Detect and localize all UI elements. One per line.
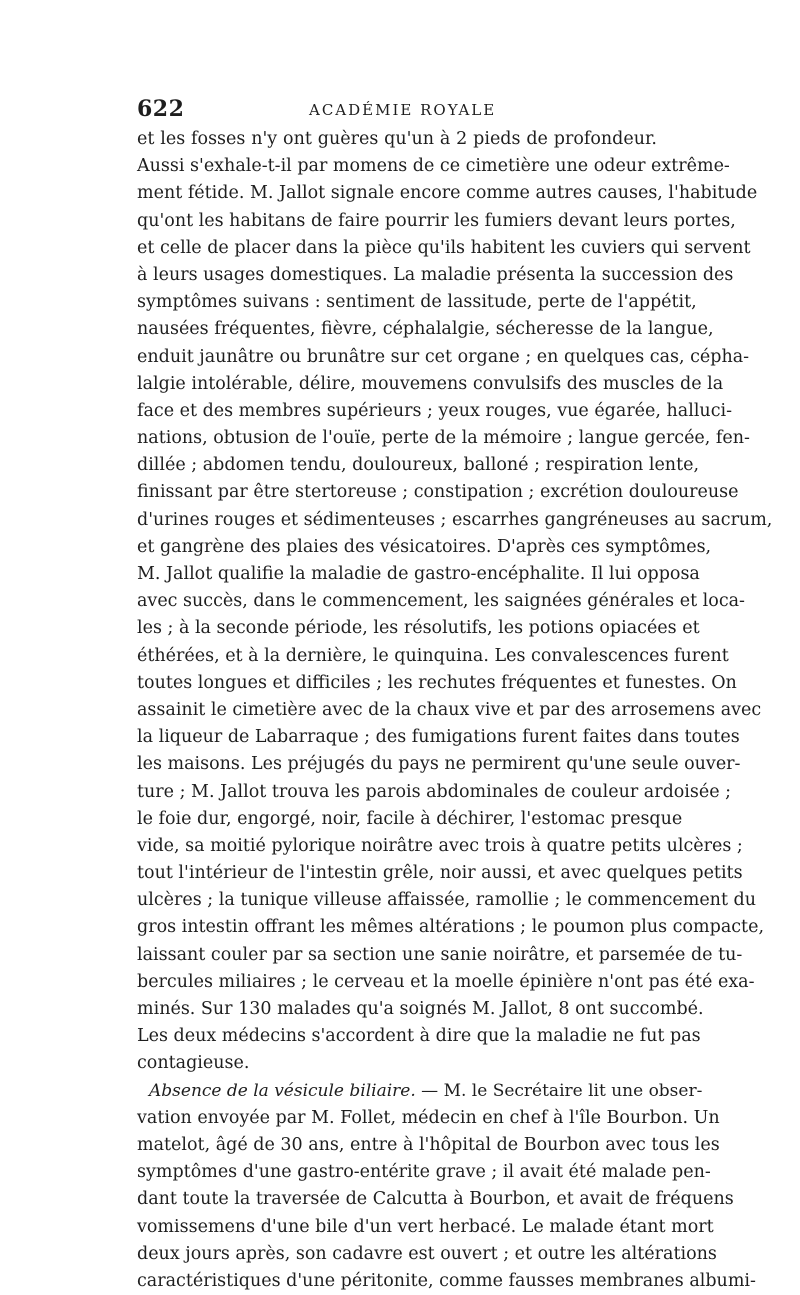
- text-line: ulcères ; la tunique villeuse affaissée, ramollie ; le commencement du: [137, 890, 757, 911]
- text-line: d'urines rouges et sédimenteuses ; escarrhes gangréneuses au sacrum,: [137, 509, 773, 530]
- text-line: nations, obtusion de l'ouïe, perte de la mémoire ; langue gercée, fen-: [137, 428, 750, 449]
- page-header: [137, 96, 667, 126]
- text-line: symptômes suivans : sentiment de lassitude, perte de l'appétit,: [137, 292, 697, 313]
- text-line: bercules miliaires ; le cerveau et la moelle épinière n'ont pas été exa-: [137, 971, 755, 992]
- section-title: Absence de la vésicule biliaire.: [149, 1080, 416, 1101]
- text-line: qu'ont les habitans de faire pourrir les fumiers devant leurs portes,: [137, 210, 736, 231]
- text-line: finissant par être stertoreuse ; constipation ; excrétion douloureuse: [137, 482, 739, 503]
- text-line: et gangrène des plaies des vésicatoires. D'après ces symptômes,: [137, 536, 712, 557]
- text-line: face et des membres supérieurs ; yeux rouges, vue égarée, halluci-: [137, 400, 732, 421]
- text-line: vomissemens d'une bile d'un vert herbacé. Le malade étant mort: [137, 1216, 714, 1237]
- text-line: matelot, âgé de 30 ans, entre à l'hôpital de Bourbon avec tous les: [137, 1134, 720, 1155]
- text-line: les maisons. Les préjugés du pays ne permirent qu'une seule ouver-: [137, 754, 741, 775]
- text-line: assainit le cimetière avec de la chaux vive et par des arrosemens avec: [137, 699, 762, 720]
- text-line: et les fosses n'y ont guères qu'un à 2 pieds de profondeur.: [137, 129, 657, 149]
- text-line: vide, sa moitié pylorique noirâtre avec trois à quatre petits ulcères ;: [137, 835, 743, 856]
- text-line: la liqueur de Labarraque ; des fumigations furent faites dans toutes: [137, 727, 740, 748]
- text-line: caractéristiques d'une péritonite, comme fausses membranes albumi-: [137, 1270, 756, 1291]
- text-line: nausées fréquentes, fièvre, céphalalgie, sécheresse de la langue,: [137, 319, 714, 340]
- running-head: ACADÉMIE ROYALE: [309, 101, 497, 119]
- text-line: contagieuse.: [137, 1053, 250, 1074]
- text-line: dillée ; abdomen tendu, douloureux, balloné ; respiration lente,: [137, 455, 700, 476]
- text-line: tout l'intérieur de l'intestin grêle, noir aussi, et avec quelques petits: [137, 863, 743, 884]
- text-line: et celle de placer dans la pièce qu'ils habitent les cuviers qui servent: [137, 237, 751, 258]
- text-line: minés. Sur 130 malades qu'a soignés M. Jallot, 8 ont succombé.: [137, 999, 704, 1019]
- text-line: Aussi s'exhale-t-il par momens de ce cimetière une odeur extrême-: [137, 156, 730, 177]
- text-line: M. Jallot qualifie la maladie de gastro-encéphalite. Il lui opposa: [137, 564, 700, 584]
- text-line: deux jours après, son cadavre est ouvert ; et outre les altérations: [137, 1243, 717, 1264]
- text-line: les ; à la seconde période, les résolutifs, les potions opiacées et: [137, 618, 700, 639]
- text-line: ment fétide. M. Jallot signale encore comme autres causes, l'habitude: [137, 183, 758, 204]
- text-line: laissant couler par sa section une sanie noirâtre, et parsemée de tu-: [137, 944, 743, 965]
- body-text: [137, 126, 773, 1295]
- text-line: dant toute la traversée de Calcutta à Bourbon, et avait de fréquens: [137, 1189, 734, 1210]
- text-line: éthérées, et à la dernière, le quinquina. Les convalescences furent: [137, 645, 729, 666]
- text-line: gros intestin offrant les mêmes altérations ; le poumon plus compacte,: [137, 917, 765, 938]
- text-line: symptômes d'une gastro-entérite grave ; il avait été malade pen-: [137, 1162, 711, 1183]
- text-line: Les deux médecins s'accordent à dire que la maladie ne fut pas: [137, 1026, 701, 1047]
- text-line: lalgie intolérable, délire, mouvemens convulsifs des muscles de la: [137, 373, 724, 394]
- section-first-line-text: — M. le Secrétaire lit une obser-: [415, 1080, 703, 1101]
- text-line: avec succès, dans le commencement, les saignées générales et loca-: [137, 591, 745, 612]
- text-line: enduit jaunâtre ou brunâtre sur cet organe ; en quelques cas, cépha-: [137, 346, 750, 367]
- text-line: à leurs usages domestiques. La maladie présenta la succession des: [137, 264, 734, 285]
- text-line: vation envoyée par M. Follet, médecin en chef à l'île Bourbon. Un: [137, 1107, 720, 1128]
- text-line: le foie dur, engorgé, noir, facile à déchirer, l'estomac presque: [137, 808, 683, 829]
- text-line: ture ; M. Jallot trouva les parois abdominales de couleur ardoisée ;: [137, 781, 732, 802]
- section-first-line: [137, 1078, 703, 1105]
- page-number: 622: [137, 96, 185, 122]
- text-line: toutes longues et difficiles ; les rechutes fréquentes et funestes. On: [137, 672, 737, 693]
